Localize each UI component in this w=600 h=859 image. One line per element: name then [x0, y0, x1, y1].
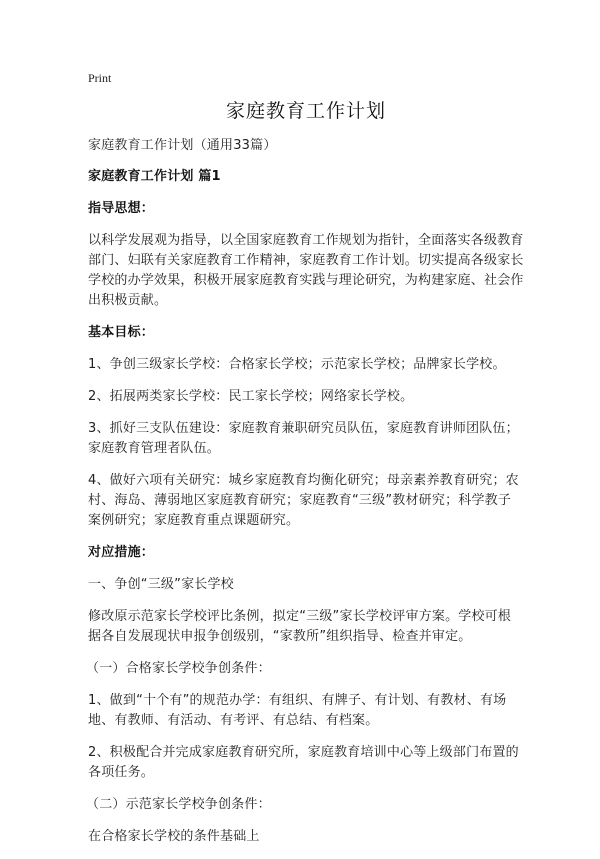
qualified-heading: （一）合格家长学校争创条件： [86, 661, 271, 676]
goal-item: 1、争创三级家长学校：合格家长学校；示范家长学校；品牌家长学校。 [88, 357, 506, 372]
page-title: 家庭教育工作计划 [225, 100, 386, 122]
guiding-heading: 指导思想： [88, 201, 155, 216]
demo-text: 在合格家长学校的条件基础上 [88, 829, 260, 844]
goals-heading: 基本目标： [88, 325, 155, 340]
goal-item: 3、抓好三支队伍建设：家庭教育兼职研究员队伍，家庭教育讲师团队伍；家庭教育管理者队伍。 [88, 421, 519, 456]
demo-heading: （二）示范家长学校争创条件： [86, 797, 271, 812]
document-subtitle: 家庭教育工作计划（通用33篇） [88, 138, 277, 153]
measures-heading: 对应措施： [88, 545, 155, 560]
qualified-item: 1、做到“十个有”的规范办学：有组织、有牌子、有计划、有教材、有场地、有教师、有活动、有考评、有总结、有档案。 [88, 693, 507, 728]
document-page [88, 70, 524, 859]
print-label: Print [88, 71, 112, 85]
goal-item: 4、做好六项有关研究：城乡家庭教育均衡化研究；母亲素养教育研究；农村、海岛、薄弱地区家庭教育研究；家庭教育“三级”教材研究；科学教子案例研究；家庭教育重点课题研究。 [88, 473, 519, 528]
measure-title: 一、争创“三级”家长学校 [88, 577, 234, 592]
article-heading: 家庭教育工作计划 篇1 [88, 169, 221, 184]
qualified-item: 2、积极配合并完成家庭教育研究所，家庭教育培训中心等上级部门布置的各项任务。 [88, 745, 519, 780]
guiding-text: 以科学发展观为指导，以全国家庭教育工作规划为指针，全面落实各级教育部门、妇联有关家庭教育工作精神，家庭教育工作计划。切实提高各级家长学校的办学效果，积极开展家庭教育实践与理论研究，为构建家庭、社会作出积极贡献。 [88, 233, 524, 308]
goal-item: 2、拓展两类家长学校：民工家长学校；网络家长学校。 [88, 389, 414, 404]
measure-text: 修改原示范家长学校评比条例，拟定“三级”家长学校评审方案。学校可根据各自发展现状申报争创级别，“家教所”组织指导、检查并审定。 [88, 609, 512, 644]
